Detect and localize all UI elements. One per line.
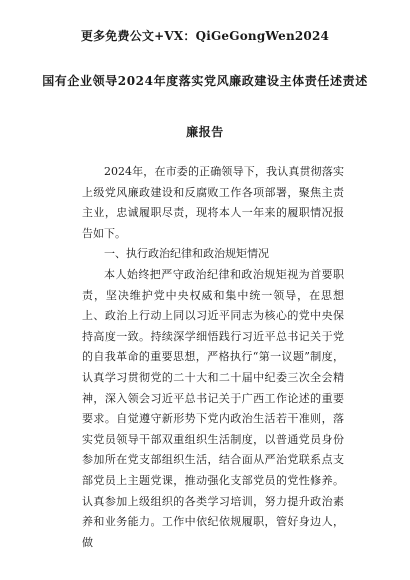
intro-paragraph: 2024年，在市委的正确领导下，我认真贯彻落实上级党风廉政建设和反腐败工作各项部署，聚焦主责主业，忠诚履职尽责，现将本人一年来的履职情况报告如下。: [82, 165, 344, 240]
section-heading: 一、执行政治纪律和政治规矩情况: [104, 247, 269, 261]
document-title-line-2: 廉报告: [186, 125, 224, 139]
promo-header: 更多免费公文+VX：QiGeGongWen2024: [80, 29, 330, 43]
document-title-line-1: 国有企业领导2024年度落实党风廉政建设主体责任述责述: [42, 74, 368, 88]
section-paragraph: 本人始终把严守政治纪律和政治规矩视为首要职责，坚决维护党中央权威和集中统一领导，在思想上、政治上行动上同以习近平同志为核心的党中央保持高度一致。持续深学细悟践行习近平总书记关于党的自我革命的重要思想，严格执行“第一议题”制度，认真学习贯彻党的二十大和二十届中纪委三次全会精神，深入领会习近平总书记关于广西工作论述的重要要求。自觉遵守新形势下党内政治生活若干准则，落实党员领导干部双重组织生活制度，以普通党员身份参加所在党支部组织生活，结合面从严治党联系点支部党员上主题党课，推动强化支部党员的党性修养。认真参加上级组织的各类学习培训，努力提升政治素养和业务能力。工作中依纪依规履职，管好身边人，做: [82, 267, 344, 549]
document-body: [82, 162, 344, 553]
